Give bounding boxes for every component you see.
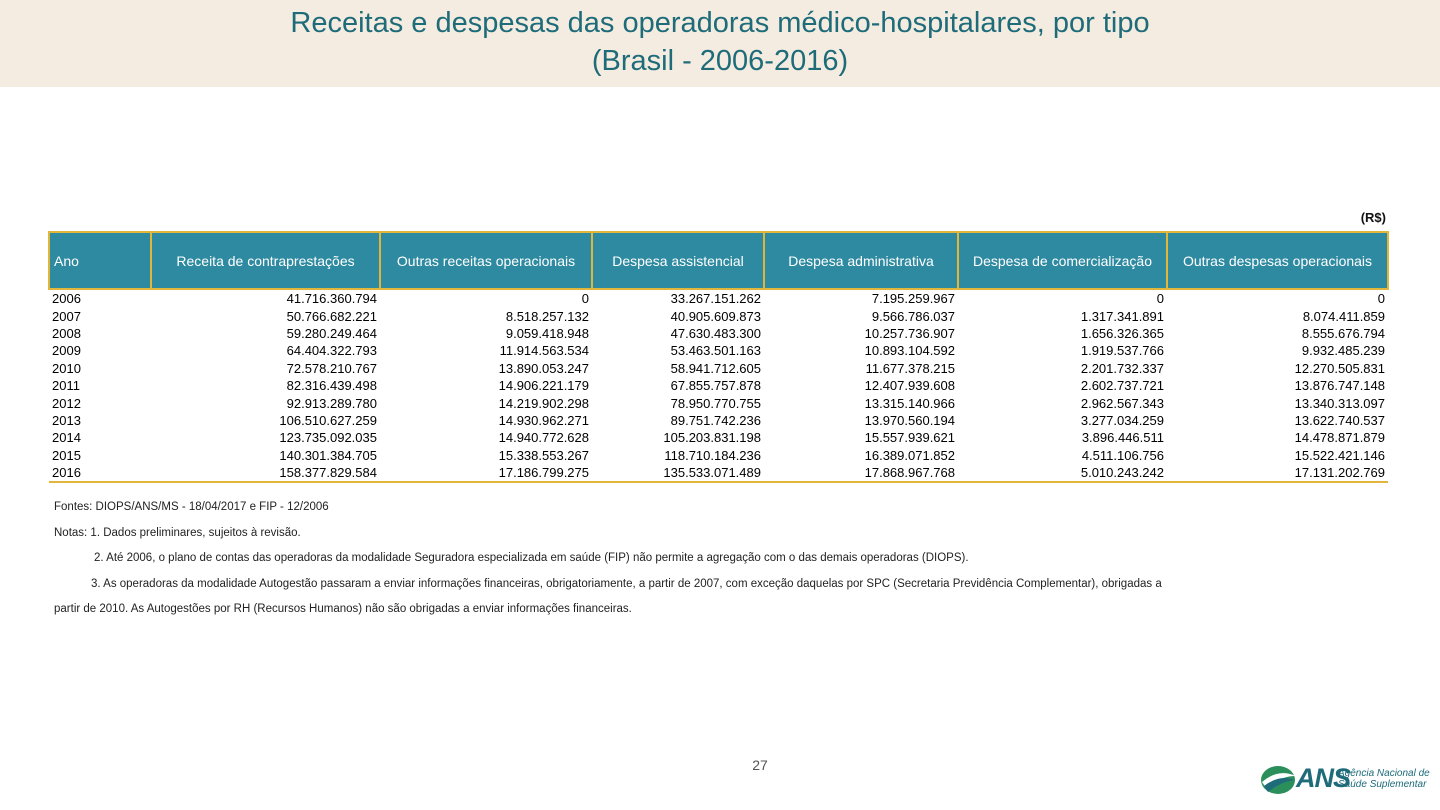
- table-row: [49, 307, 1388, 324]
- table-row: [49, 429, 1388, 446]
- column-header: Despesa de comercialização: [958, 232, 1167, 289]
- value-cell: 14.940.772.628: [498, 430, 589, 446]
- value-cell: 50.766.682.221: [286, 308, 377, 324]
- value-cell: 3.896.446.511: [1081, 430, 1164, 446]
- logo-tagline-1: Agência Nacional de: [1338, 768, 1430, 779]
- value-cell: 106.510.627.259: [279, 412, 377, 428]
- value-cell: 14.219.902.298: [498, 395, 589, 411]
- column-header: Despesa assistencial: [592, 232, 764, 289]
- page-title: [0, 4, 1440, 80]
- value-cell: 89.751.742.236: [670, 412, 761, 428]
- year-cell: 2007: [52, 308, 81, 324]
- logo-tagline: [1338, 768, 1430, 790]
- column-header: Receita de contraprestações: [151, 232, 380, 289]
- value-cell: 33.267.151.262: [670, 291, 761, 307]
- financial-table: [48, 231, 1389, 483]
- value-cell: 78.950.770.755: [670, 395, 761, 411]
- table-row: [49, 464, 1388, 482]
- value-cell: 53.463.501.163: [670, 343, 761, 359]
- page-number: 27: [752, 757, 768, 773]
- title-line-2: (Brasil - 2006-2016): [591, 45, 849, 77]
- source-note: Fontes: DIOPS/ANS/MS - 18/04/2017 e FIP - 12/2006: [54, 501, 329, 513]
- table-row: [49, 377, 1388, 394]
- table-row: [49, 360, 1388, 377]
- title-line-1: Receitas e despesas das operadoras médico-hospitalares, por tipo: [290, 7, 1150, 39]
- table-row: [49, 412, 1388, 429]
- year-cell: 2016: [49, 464, 151, 482]
- value-cell: 140.301.384.705: [279, 447, 377, 463]
- value-cell: 8.555.676.794: [1301, 325, 1385, 341]
- value-cell: 17.868.967.768: [764, 464, 958, 482]
- value-cell: 15.522.421.146: [1294, 447, 1385, 463]
- table-row: [49, 325, 1388, 342]
- note-2: 2. Até 2006, o plano de contas das operadoras da modalidade Seguradora especializada em saúde (FIP) não permite a agregação com o das demais operadoras (DIOPS).: [94, 552, 969, 564]
- value-cell: 15.338.553.267: [498, 447, 589, 463]
- value-cell: 41.716.360.794: [286, 291, 377, 307]
- value-cell: 105.203.831.198: [663, 430, 761, 446]
- value-cell: 64.404.322.793: [286, 343, 377, 359]
- year-cell: 2011: [52, 378, 80, 394]
- value-cell: 1.656.326.365: [1080, 325, 1164, 341]
- year-cell: 2013: [52, 412, 81, 428]
- logo-tagline-2: Saúde Suplementar: [1338, 779, 1427, 790]
- notes-section: [54, 495, 1374, 623]
- table-row: [49, 394, 1388, 411]
- value-cell: 72.578.210.767: [286, 360, 377, 376]
- year-cell: 2010: [52, 360, 81, 376]
- year-cell: 2006: [52, 291, 81, 307]
- value-cell: 14.478.871.879: [1294, 430, 1385, 446]
- value-cell: 9.566.786.037: [871, 308, 955, 324]
- value-cell: 7.195.259.967: [871, 291, 955, 307]
- value-cell: 12.407.939.608: [864, 378, 955, 394]
- value-cell: 47.630.483.300: [670, 325, 761, 341]
- value-cell: 13.970.560.194: [864, 412, 955, 428]
- value-cell: 8.074.411.859: [1302, 308, 1385, 324]
- value-cell: 14.930.962.271: [498, 412, 589, 428]
- value-cell: 92.913.289.780: [286, 395, 377, 411]
- value-cell: 17.131.202.769: [1167, 464, 1388, 482]
- value-cell: 0: [1156, 291, 1164, 307]
- value-cell: 123.735.092.035: [279, 430, 377, 446]
- ans-logo: [1258, 760, 1433, 800]
- value-cell: 16.389.071.852: [864, 447, 955, 463]
- currency-unit: (R$): [1360, 210, 1386, 225]
- value-cell: 2.201.732.337: [1080, 360, 1164, 376]
- value-cell: 8.518.257.132: [505, 308, 589, 324]
- value-cell: 3.277.034.259: [1080, 412, 1164, 428]
- value-cell: 4.511.106.756: [1081, 447, 1164, 463]
- table-row: [49, 342, 1388, 359]
- value-cell: 15.557.939.621: [864, 430, 955, 446]
- value-cell: 17.186.799.275: [380, 464, 592, 482]
- value-cell: 2.602.737.721: [1080, 378, 1164, 394]
- value-cell: 82.316.439.498: [286, 378, 377, 394]
- table-row: [49, 447, 1388, 464]
- column-header: Outras despesas operacionais: [1167, 232, 1388, 289]
- column-header: Outras receitas operacionais: [380, 232, 592, 289]
- note-1: Notas: 1. Dados preliminares, sujeitos à revisão.: [54, 526, 301, 539]
- value-cell: 13.876.747.148: [1294, 378, 1385, 394]
- value-cell: 135.533.071.489: [592, 464, 764, 482]
- value-cell: 118.710.184.236: [664, 447, 761, 463]
- value-cell: 13.340.313.097: [1294, 395, 1385, 411]
- note-3: 3. As operadoras da modalidade Autogestão passaram a enviar informações financeiras, obrigatoriamente, a partir de 2007, com exceção daquelas por SPC (Secretaria Previdência Complementar), obrigadas a: [91, 577, 1162, 590]
- value-cell: 14.906.221.179: [498, 378, 589, 394]
- table-body: [49, 289, 1388, 482]
- note-3-continued: partir de 2010. As Autogestões por RH (Recursos Humanos) não são obrigadas a enviar informações financeiras.: [54, 603, 632, 615]
- table-row: [49, 289, 1388, 307]
- value-cell: 1.317.341.891: [1080, 308, 1164, 324]
- year-cell: 2012: [52, 395, 81, 411]
- year-cell: 2009: [52, 343, 81, 359]
- table-header-row: [49, 232, 1388, 289]
- value-cell: 13.315.140.966: [864, 395, 955, 411]
- value-cell: 58.941.712.605: [670, 360, 761, 376]
- value-cell: 1.919.537.766: [1080, 343, 1164, 359]
- value-cell: 59.280.249.464: [286, 325, 377, 341]
- value-cell: 10.257.736.907: [864, 325, 955, 341]
- value-cell: 40.905.609.873: [670, 308, 761, 324]
- value-cell: 10.893.104.592: [864, 343, 955, 359]
- column-header: Ano: [49, 232, 151, 289]
- year-cell: 2015: [52, 447, 81, 463]
- year-cell: 2008: [52, 325, 81, 341]
- value-cell: 9.059.418.948: [505, 325, 589, 341]
- value-cell: 12.270.505.831: [1294, 360, 1385, 376]
- ans-swoosh-icon: [1258, 762, 1298, 798]
- value-cell: 0: [1377, 291, 1385, 307]
- value-cell: 5.010.243.242: [958, 464, 1167, 482]
- value-cell: 13.622.740.537: [1294, 412, 1385, 428]
- value-cell: 9.932.485.239: [1301, 343, 1385, 359]
- value-cell: 11.677.378.215: [865, 360, 955, 376]
- year-cell: 2014: [52, 430, 81, 446]
- value-cell: 2.962.567.343: [1080, 395, 1164, 411]
- logo-wordmark: ANS: [1296, 763, 1351, 793]
- value-cell: 67.855.757.878: [670, 378, 761, 394]
- value-cell: 0: [581, 291, 589, 307]
- column-header: Despesa administrativa: [764, 232, 958, 289]
- value-cell: 158.377.829.584: [151, 464, 380, 482]
- value-cell: 13.890.053.247: [498, 360, 589, 376]
- value-cell: 11.914.563.534: [499, 343, 589, 359]
